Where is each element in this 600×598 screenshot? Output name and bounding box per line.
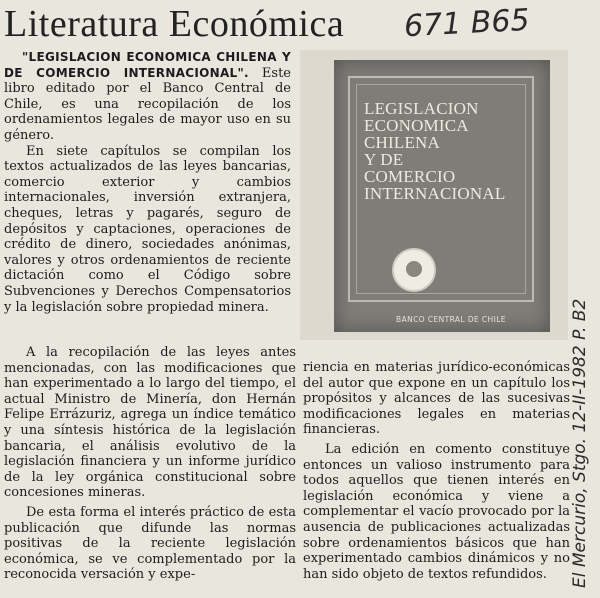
bank-seal-icon [392, 248, 436, 292]
book-cover-title-line: Y DE [364, 150, 404, 169]
article-paragraph-5: riencia en materias jurídico-económicas del autor que expone en un capítulo los propósitos y alcances de las sucesivas modificaciones legales en materias financieras. [303, 360, 570, 438]
book-cover-title-line: COMERCIO [364, 167, 456, 186]
book-cover-photo [300, 50, 568, 340]
book-title-heading: "LEGISLACION ECONOMICA CHILENA Y DE COMERCIO INTERNACIONAL". [4, 50, 291, 80]
article-paragraph-3: A la recopilación de las leyes antes mencionadas, con las modificaciones que han experimentado a lo largo del tiempo, el actual Ministro de Minería, don Hernán Felipe Errázuriz, agrega un índice temático y una síntesis histórica de la legislación bancaria, el análisis evolutivo de la legislación financiera y un informe jurídico de la ley orgánica constitucional sobre concesiones mineras. [4, 345, 296, 501]
article-column-left [4, 345, 296, 583]
article-paragraph-1 [4, 50, 291, 144]
book-cover-title-line: INTERNACIONAL [364, 184, 506, 203]
handwritten-source-text: El Mercurio, Stgo. 12-II-1982 P. B2 [570, 298, 590, 588]
article-paragraph-1-text: Este libro editado por el Banco Central de Chile, es una recopilación de los ordenamientos legales de mayor uso en su género. [4, 65, 291, 143]
article-column-right [303, 360, 570, 582]
book-cover-title-line: CHILENA [364, 133, 440, 152]
handwritten-catalog-code: 671 B65 [403, 2, 531, 45]
page-title: Literatura Económica [4, 3, 345, 45]
book-cover-title [364, 100, 534, 202]
book-cover-publisher: BANCO CENTRAL DE CHILE [396, 315, 506, 324]
article-column-intro [4, 50, 291, 315]
book-cover-title-line: LEGISLACION [364, 99, 479, 118]
handwritten-source-note [570, 48, 598, 588]
book-cover [334, 60, 550, 332]
article-paragraph-6: La edición en comento constituye entonces un valioso instrumento para todos aquellos que tienen interés en legislación económica y viene a complementar el vacío provocado por la ausencia de publicaciones actualizadas sobre ordenamientos básicos que han experimentado cambios dinámicos y no han sido objeto de textos refundidos. [303, 441, 570, 582]
article-paragraph-2: En siete capítulos se compilan los textos actualizados de las leyes bancarias, comercio exterior y cambios internacionales, inversión extranjera, cheques, letras y pagarés, seguro de depósitos y captaciones, operaciones de crédito de dinero, sociedades anónimas, valores y otros ordenamientos de reciente dictación como el Código sobre Subvenciones y Derechos Compensatorios y la legislación sobre propiedad minera. [4, 143, 291, 315]
book-cover-title-line: ECONOMICA [364, 116, 469, 135]
article-paragraph-4: De esta forma el interés práctico de esta publicación que difunde las normas positivas de la reciente legislación económica, se ve complementado por la reconocida versación y expe- [4, 504, 296, 583]
